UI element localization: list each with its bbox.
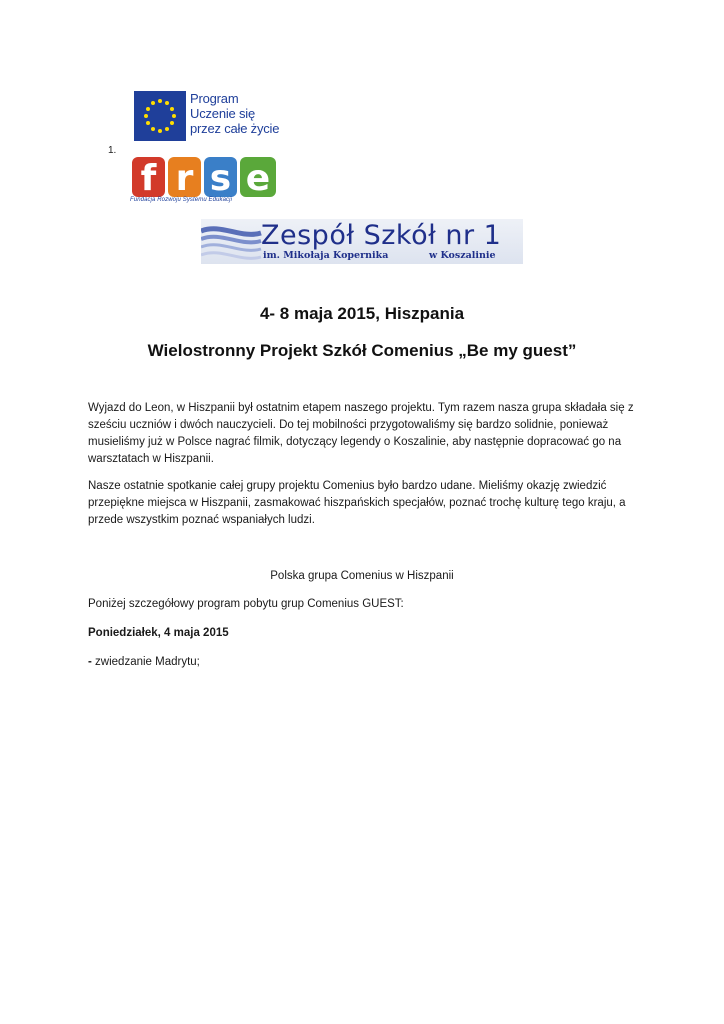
eu-flag-icon xyxy=(134,91,186,141)
day-heading: Poniedziałek, 4 maja 2015 xyxy=(88,627,229,639)
eu-program-line1: Program xyxy=(190,91,239,106)
heading-date: 4- 8 maja 2015, Hiszpania xyxy=(259,304,465,323)
paragraph-1: Wyjazd do Leon, w Hiszpanii był ostatnim etapem naszego projektu. Tym razem nasza grupa składała się z sześciu uczniów i dwóch nauczycieli. Do tej mobilności przygotowaliśmy się bardzo solidnie, ponieważ musieliśmy już w Polsce nagrać filmik, dotyczący legendy o Koszalinie, aby następnie dopracować go na warsztatach w Hiszpanii. xyxy=(88,402,634,465)
eu-program-text xyxy=(190,91,279,136)
svg-text:f: f xyxy=(140,158,157,199)
school-logo xyxy=(201,219,523,264)
school-title: Zespół Szkół nr 1 xyxy=(261,220,502,251)
list-number: 1. xyxy=(108,145,117,156)
frse-caption: Fundacja Rozwoju Systemu Edukacji xyxy=(130,197,233,203)
svg-text:e: e xyxy=(245,158,271,199)
paragraph-2: Nasze ostatnie spotkanie całej grupy projektu Comenius było bardzo udane. Mieliśmy okazję zwiedzić przepiękne miejsca w Hiszpanii, zasmakować hiszpańskich specjałów, poznać trochę kulturę tego kraju, a przede wszystkim poznać wspaniałych ludzi. xyxy=(88,480,626,526)
activity-item xyxy=(88,656,200,668)
program-intro: Poniżej szczegółowy program pobytu grup Comenius GUEST: xyxy=(88,598,404,610)
frse-wordmark-icon xyxy=(130,153,280,199)
eu-program-line2: Uczenie się xyxy=(190,106,255,121)
school-subtitle-right: w Koszalinie xyxy=(429,250,496,261)
svg-text:r: r xyxy=(175,158,194,199)
eu-program-logo xyxy=(134,91,280,141)
heading-project: Wielostronny Projekt Szkół Comenius „Be my guest” xyxy=(147,341,577,360)
svg-text:s: s xyxy=(209,158,232,199)
school-subtitle-left: im. Mikołaja Kopernika xyxy=(263,250,389,261)
photo-caption: Polska grupa Comenius w Hiszpanii xyxy=(270,570,454,582)
eu-program-line3: przez całe życie xyxy=(190,121,280,136)
activity-dash: - xyxy=(88,656,92,668)
activity-text: zwiedzanie Madrytu; xyxy=(91,656,200,668)
